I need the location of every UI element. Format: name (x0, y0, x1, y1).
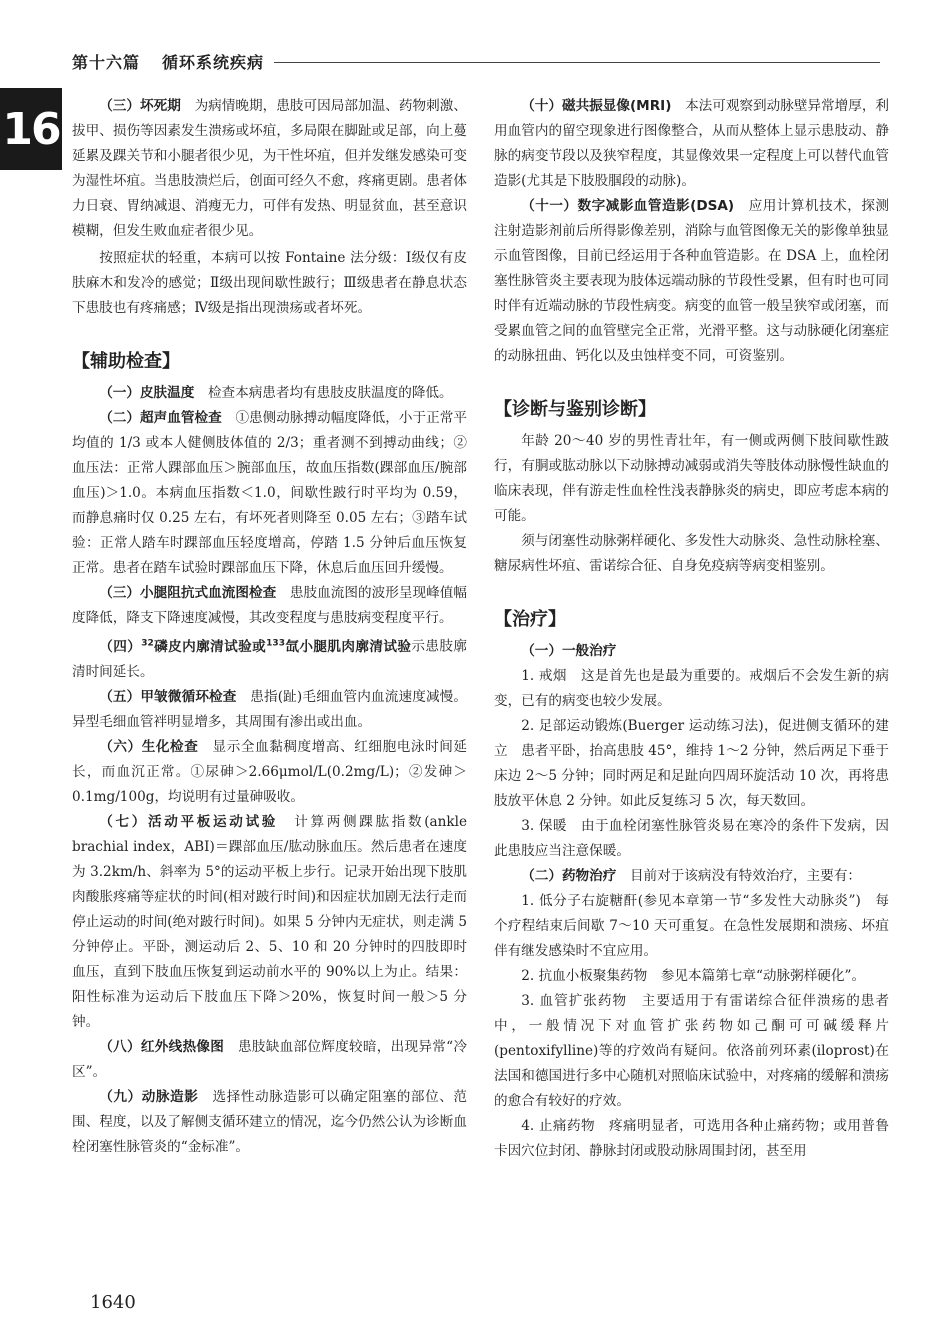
paragraph: （一）皮肤温度 检查本病患者均有患肢皮肤温度的降低。 (99, 385, 453, 401)
paragraph: 2. 抗血小板聚集药物 参见本篇第七章“动脉粥样硬化”。 (521, 968, 866, 984)
paragraph: 须与闭塞性动脉粥样硬化、多发性大动脉炎、急性动脉栓塞、糖尿病性坏疽、雷诺综合征、自身免疫病等病变相鉴别。 (494, 533, 889, 574)
paragraph: （九）动脉造影 选择性动脉造影可以确定阻塞的部位、范围、程度，以及了解侧支循环建立的情况，迄今仍然公认为诊断血栓闭塞性脉管炎的“金标准”。 (72, 1088, 468, 1155)
section-heading-treatment: 【治疗】 (494, 609, 566, 630)
paragraph: （四）$^{32}$磷皮内廓清试验或$^{133}$氙小腿肌肉廓清试验示患肢廓清时间延长。 (72, 638, 468, 680)
part-label: 第十六篇 (72, 53, 141, 72)
right-column (494, 94, 889, 1164)
paragraph: （二）超声血管检查 ①患侧动脉搏动幅度降低，小于正常平均值的 1/3 或本人健侧肢体值的 2/3；重者测不到搏动曲线；②血压法：正常人踝部血压＞腕部血压，故血压指数(踝部血压/腕部血压)＞1.0。本病血压指数＜1.0，间歇性跛行时平均为 0.59，而静息痛时仅 0.25 左右，有坏死者则降至 0.05 左右；③踏车试验：正常人踏车时踝部血压轻度增高，停踏 1.5 分钟后血压恢复正常。患者在踏车试验时踝部血压下降，休息后血压回升缓慢。 (72, 410, 468, 576)
section-heading-diagnosis: 【诊断与鉴别诊断】 (494, 399, 656, 420)
paragraph: 2. 足部运动锻炼(Buerger 运动练习法)，促进侧支循环的建立 患者平卧，抬高患肢 45°，维持 1～2 分钟，然后两足下垂于床边 2～5 分钟；同时两足和足趾向四周环旋活动 10 次，再将患肢放平休息 2 分钟。如此反复练习 5 次，每天数回。 (494, 718, 890, 809)
header-rule (274, 62, 880, 63)
paragraph: 1. 戒烟 这是首先也是最为重要的。戒烟后不会发生新的病变，已有的病变也较少发展。 (494, 668, 890, 709)
paragraph: （六）生化检查 显示全血黏稠度增高、红细胞电泳时间延长，而血沉正常。①尿砷＞2.66μmol/L(0.2mg/L)；②发砷＞0.1mg/100g，均说明有过量砷吸收。 (72, 738, 468, 805)
subheading: （一）一般治疗 (521, 643, 617, 659)
paragraph: （八）红外线热像图 患肢缺血部位辉度较暗，出现异常“冷区”。 (72, 1038, 468, 1080)
paragraph: 3. 保暖 由于血栓闭塞性脉管炎易在寒冷的条件下发病，因此患肢应当注意保暖。 (494, 818, 890, 859)
page-number: 1640 (90, 1292, 136, 1313)
paragraph: 年龄 20～40 岁的男性青壮年，有一侧或两侧下肢间歇性跛行，有胴或肱动脉以下动脉搏动减弱或消失等肢体动脉慢性缺血的临床表现，伴有游走性血栓性浅表静脉炎的病史，即应考虑本病的可能。 (494, 433, 889, 524)
paragraph: 1. 低分子右旋糖酐(参见本章第一节“多发性大动脉炎”) 每个疗程结束后间歇 7～10 天可重复。在急性发展期和溃疡、坏疽伴有继发感染时不宜应用。 (494, 893, 890, 959)
left-column (72, 94, 467, 1160)
paragraph: （七）活动平板运动试验 计算两侧踝肱指数(ankle brachial index，ABI)＝踝部血压/肱动脉血压。然后患者在速度为 3.2km/h、斜率为 5°的运动平板上步行。记录开始出现下肢肌肉酸胀疼痛等症状的时间(相对跛行时间)和因症状加剧无法行走而停止运动的时间(绝对跛行时间)。如果 5 分钟内无症状，则走满 5 分钟停止。平卧，测运动后 2、5、10 和 20 分钟时的四肢即时血压，直到下肢血压恢复到运动前水平的 90%以上为止。结果：阳性标准为运动后下肢血压下降＞20%，恢复时间一般＞5 分钟。 (72, 813, 468, 1030)
paragraph: 按照症状的轻重，本病可以按 Fontaine 法分级：Ⅰ级仅有皮肤麻木和发冷的感觉；Ⅱ级出现间歇性跛行；Ⅲ级患者在静息状态下患肢也有疼痛感；Ⅳ级是指出现溃疡或者坏死。 (72, 250, 467, 316)
paragraph: 3. 血管扩张药物 主要适用于有雷诺综合征伴溃疡的患者中，一般情况下对血管扩张药物如己酮可可碱缓释片(pentoxifylline)等的疗效尚有疑问。依洛前列环素(iloprost)在法国和德国进行多中心随机对照临床试验中，对疼痛的缓解和溃疡的愈合有较好的疗效。 (494, 993, 890, 1109)
paragraph: （二）药物治疗 目前对于该病没有特效治疗，主要有： (521, 868, 862, 884)
paragraph: （十一）数字减影血管造影(DSA) 应用计算机技术，探测注射造影剂前后所得影像差别，消除与血管图像无关的影像单独显示血管图像，目前已经运用于各种血管造影。在 DSA 上，血栓闭塞性脉管炎主要表现为肢体远端动脉的节段性受累，但有时也可同时伴有近端动脉的节段性病变。病变的血管一般呈狭窄或闭塞，而受累血管之间的血管壁完全正常，光滑平整。这与动脉硬化闭塞症的动脉扭曲、钙化以及虫蚀样变不同，可资鉴别。 (494, 198, 889, 364)
paragraph: （五）甲皱微循环检查 患指(趾)毛细血管内血流速度减慢。异型毛细血管袢明显增多，其周围有渗出或出血。 (72, 688, 468, 730)
section-heading-aux-exam: 【辅助检查】 (72, 351, 180, 372)
paragraph: （三）小腿阻抗式血流图检查 患肢血流图的波形呈现峰值幅度降低，降支下降速度减慢，其改变程度与患肢病变程度平行。 (72, 585, 468, 626)
paragraph: （十）磁共振显像(MRI) 本法可观察到动脉壁异常增厚，利用血管内的留空现象进行图像整合，从而从整体上显示患肢动、静脉的病变节段以及狭窄程度，其显像效果一定程度上可以替代血管造影(尤其是下肢股腘段的动脉)。 (494, 98, 890, 189)
part-title: 循环系统疾病 (162, 53, 265, 72)
paragraph: 4. 止痛药物 疼痛明显者，可选用各种止痛药物；或用普鲁卡因穴位封闭、静脉封闭或股动脉周围封闭，甚至用 (494, 1118, 890, 1159)
chapter-tab: 16 (0, 88, 62, 170)
running-header (72, 50, 880, 73)
paragraph: （三）坏死期 为病情晚期，患肢可因局部加温、药物刺激、拔甲、损伤等因素发生溃疡或坏疽，多局限在脚趾或足部，向上蔓延累及踝关节和小腿者很少见，为干性坏疽，但并发继发感染可变为湿性坏疽。当患肢溃烂后，创面可经久不愈，疼痛更剧。患者体力日衰、胃纳减退、消瘦无力，可伴有发热、明显贫血，甚至意识模糊，但发生败血症者很少见。 (72, 98, 468, 239)
